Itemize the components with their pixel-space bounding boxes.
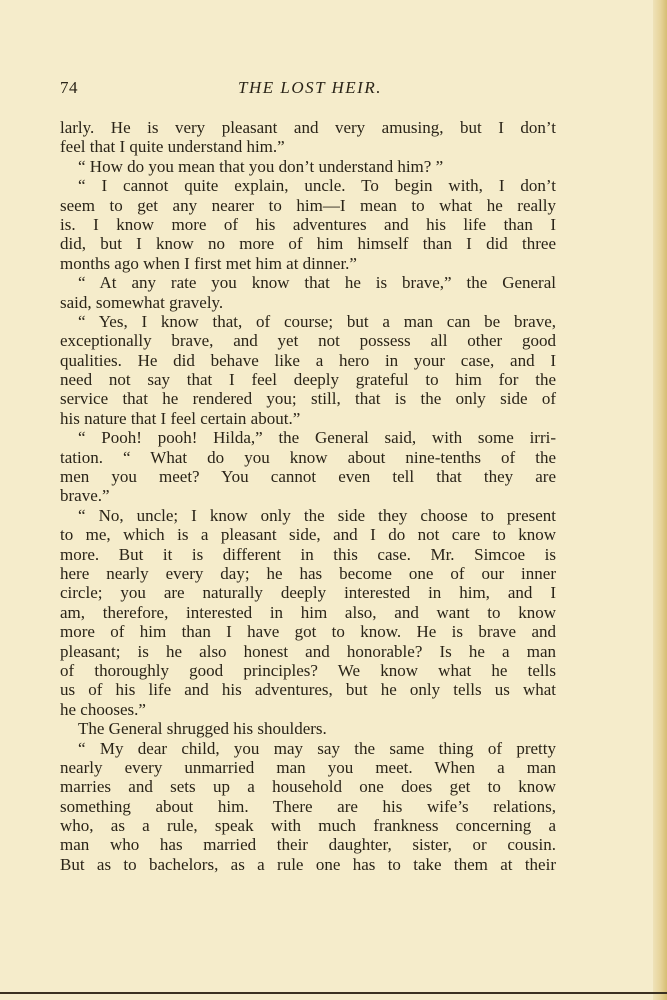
text-line: feel that I quite understand him.” xyxy=(60,137,285,157)
text-line: “ My dear child, you may say the same thing of pretty xyxy=(78,738,556,758)
text-line: brave.” xyxy=(60,486,110,506)
text-line: seem to get any nearer to him—I mean to what he really xyxy=(60,195,556,215)
text-line: larly. He is very pleasant and very amusing, but I don’t xyxy=(60,118,556,137)
text-line: is. I know more of his adventures and his life than I xyxy=(60,214,556,234)
text-line: “ At any rate you know that he is brave,” the General xyxy=(78,273,556,293)
text-line: men you meet? You cannot even tell that they are xyxy=(60,467,556,487)
text-line: his nature that I feel certain about.” xyxy=(60,408,301,428)
text-line: more of him than I have got to know. He is brave and xyxy=(60,622,556,642)
text-line: something about him. There are his wife’s relations, xyxy=(60,796,556,816)
text-line: service that he rendered you; still, that is the only side of xyxy=(60,389,556,409)
text-line: us of his life and his adventures, but he only tells us what xyxy=(60,680,556,700)
text-line: he chooses.” xyxy=(60,699,146,719)
text-line: circle; you are naturally deeply interested in him, and I xyxy=(60,583,556,603)
text-line: “ I cannot quite explain, uncle. To begin with, I don’t xyxy=(78,176,556,196)
running-head xyxy=(60,78,560,104)
text-line: am, therefore, interested in him also, and want to know xyxy=(60,602,556,622)
text-line: marries and sets up a household one does get to know xyxy=(60,777,556,797)
text-line: “ How do you mean that you don’t understand him? ” xyxy=(78,156,444,176)
bottom-rule xyxy=(0,992,667,994)
running-title: THE LOST HEIR. xyxy=(238,78,382,97)
text-line: more. But it is different in this case. Mr. Simcoe is xyxy=(60,544,556,564)
text-line: man who has married their daughter, sister, or cousin. xyxy=(60,835,556,855)
text-line: need not say that I feel deeply grateful to him for the xyxy=(60,370,556,390)
body-text xyxy=(60,118,556,874)
page-edge xyxy=(653,0,667,1000)
text-line: “ Yes, I know that, of course; but a man can be brave, xyxy=(78,311,556,331)
text-line: “ No, uncle; I know only the side they choose to present xyxy=(78,505,556,525)
text-line: who, as a rule, speak with much frankness concerning a xyxy=(60,816,556,836)
text-line: here nearly every day; he has become one of our inner xyxy=(60,563,556,583)
text-line: The General shrugged his shoulders. xyxy=(78,719,327,739)
text-line: pleasant; is he also honest and honorable? Is he a man xyxy=(60,641,556,661)
text-line: “ Pooh! pooh! Hilda,” the General said, with some irri- xyxy=(78,428,556,448)
text-line: did, but I know no more of him himself than I did three xyxy=(60,234,556,254)
text-line: tation. “ What do you know about nine-tenths of the xyxy=(60,447,556,467)
text-line: qualities. He did behave like a hero in your case, and I xyxy=(60,350,556,370)
text-line: to me, which is a pleasant side, and I do not care to know xyxy=(60,525,556,545)
text-line: of thoroughly good principles? We know what he tells xyxy=(60,660,556,680)
text-line: said, somewhat gravely. xyxy=(60,292,224,312)
text-line: exceptionally brave, and yet not possess all other good xyxy=(60,331,556,351)
text-line: months ago when I first met him at dinner.” xyxy=(60,253,357,273)
text-line: nearly every unmarried man you meet. When a man xyxy=(60,757,556,777)
page-number: 74 xyxy=(60,78,78,97)
text-line: But as to bachelors, as a rule one has to take them at their xyxy=(60,854,556,874)
